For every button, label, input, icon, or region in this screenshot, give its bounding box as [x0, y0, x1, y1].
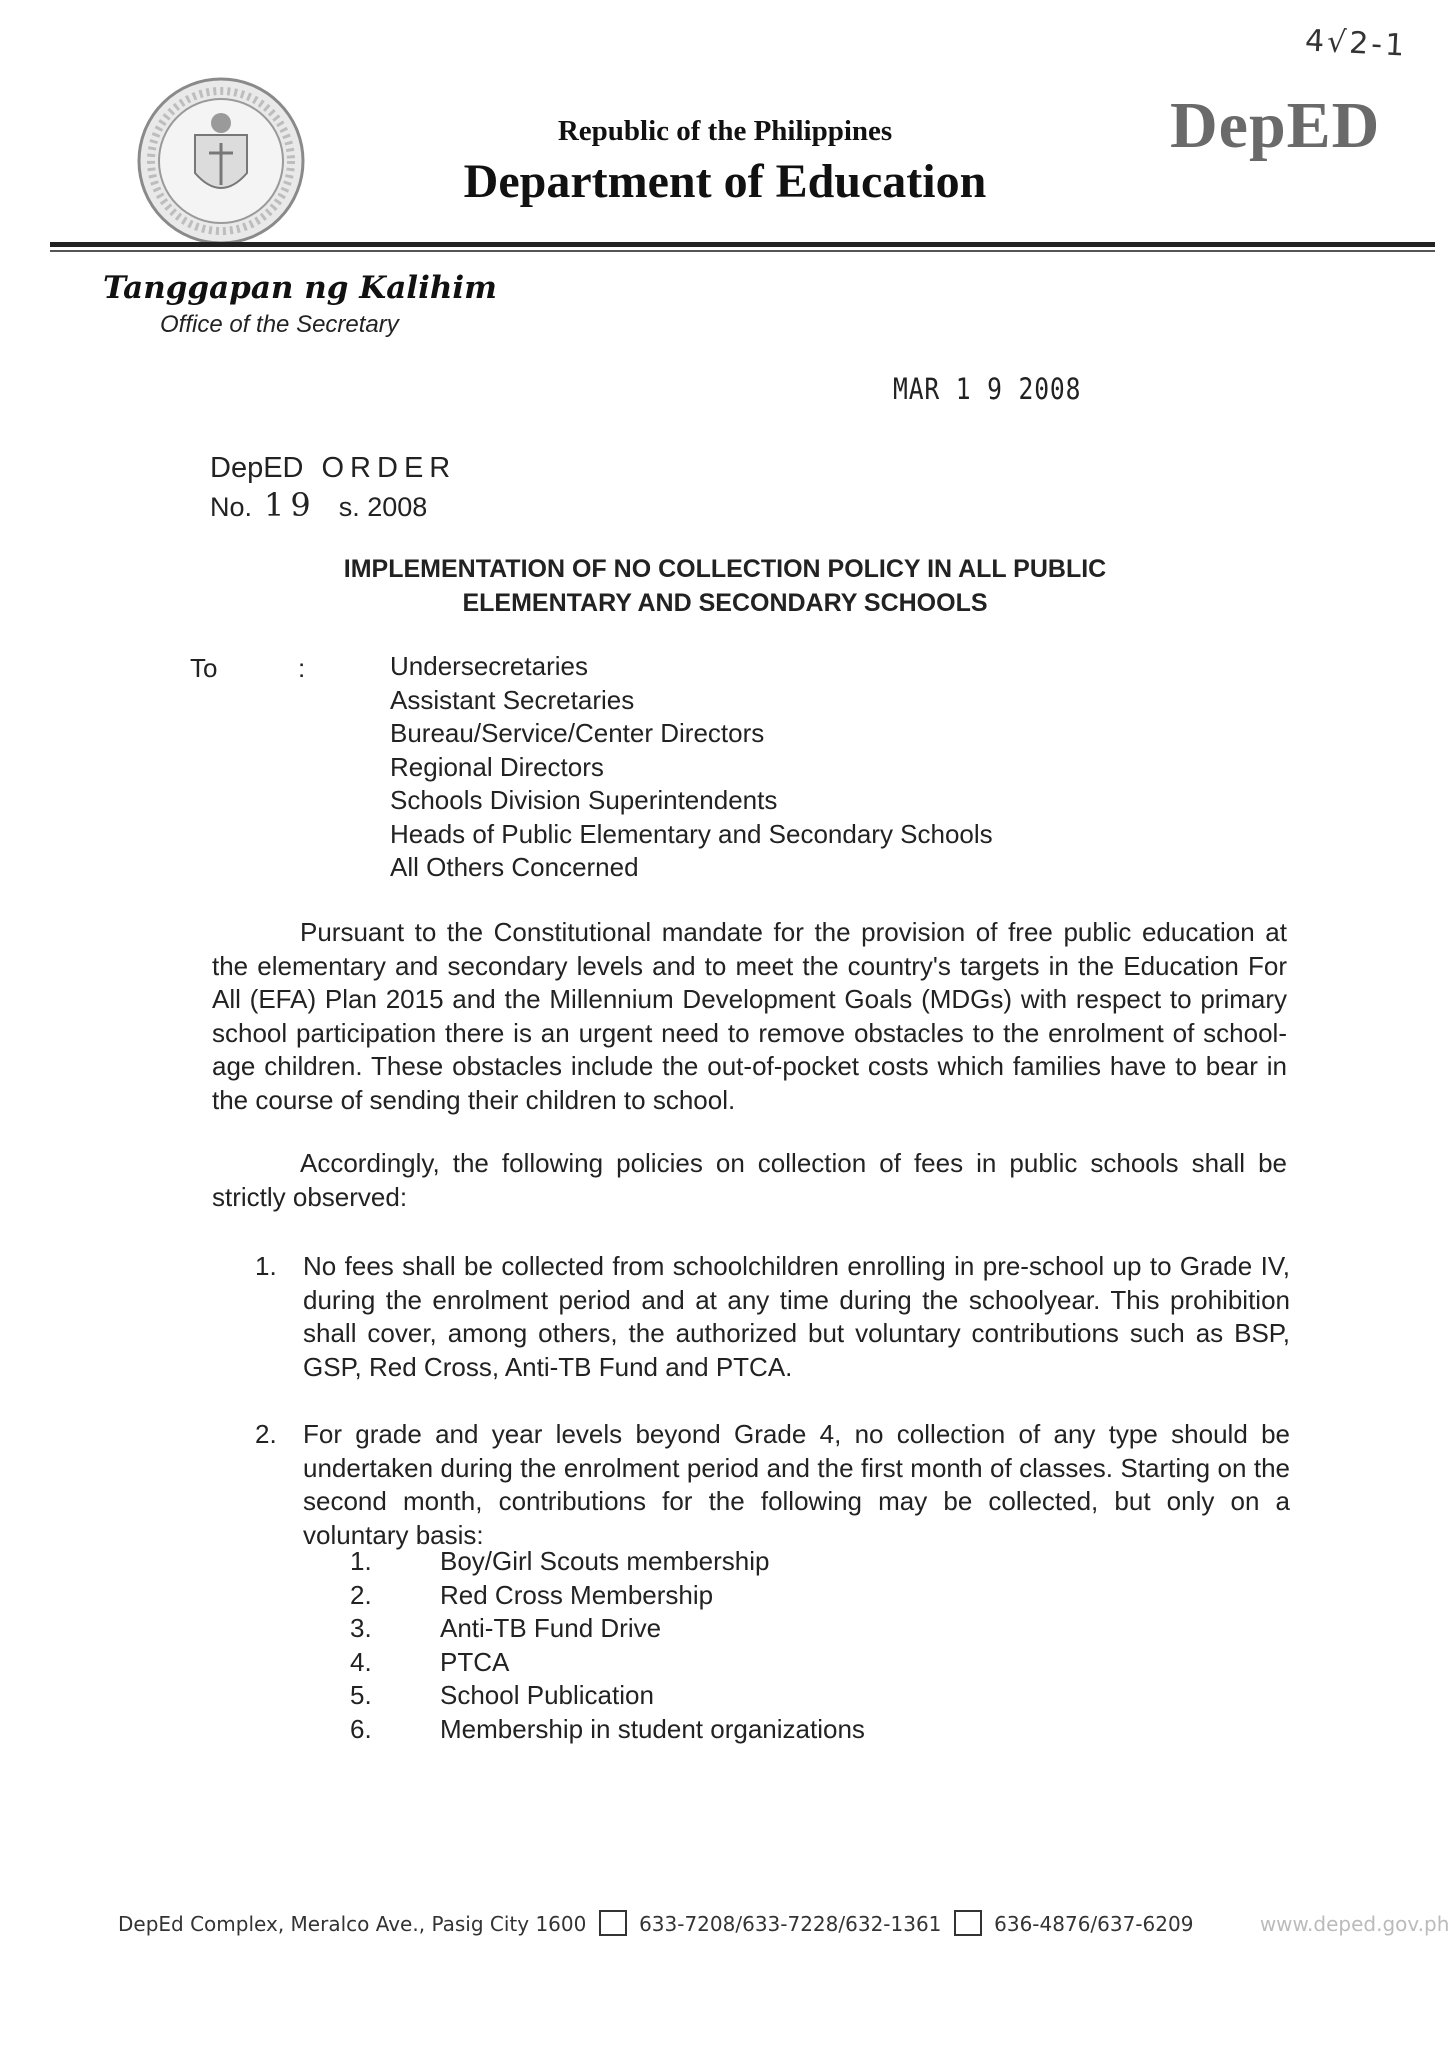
paragraph-policies [212, 1147, 1287, 1214]
office-english: Office of the Secretary [160, 311, 399, 338]
policy-item [255, 1250, 1290, 1384]
deped-logo: DepED [1170, 89, 1381, 162]
order-number-line [210, 486, 427, 524]
policy-item-number: 1. [255, 1251, 277, 1281]
list-item-text: Red Cross Membership [440, 1579, 714, 1610]
handwritten-note: 4√2-1 [1304, 23, 1409, 64]
list-item [350, 1612, 865, 1646]
order-number: 19 [264, 486, 317, 524]
paragraph-mandate-text: Pursuant to the Constitutional mandate for the provision of free public education at the elementary and secondary levels and to meet the country's targets in the Education For All (EFA) Plan 2015 and the Millennium Development Goals (MDGs) with respect to primary school participation there is an urgent need to remove obstacles to the enrolment of school-age children. These obstacles include the out-of-pocket costs which families have to bear in the course of sending their children to school. [212, 917, 1287, 1115]
list-item-number: 3. [350, 1613, 372, 1643]
footer-address: DepEd Complex, Meralco Ave., Pasig City 1600 [118, 1912, 587, 1936]
order-series: s. 2008 [338, 492, 428, 522]
department-header: Department of Education [463, 155, 987, 208]
list-item-text: Anti-TB Fund Drive [440, 1613, 662, 1643]
telephone-icon [599, 1910, 627, 1936]
list-item-number: 1. [350, 1546, 372, 1576]
list-item [350, 1679, 865, 1713]
header-rule-thin [50, 250, 1435, 252]
order-heading [210, 452, 456, 485]
footer-website: www.deped.gov.ph [1259, 1912, 1450, 1936]
paragraph-policies-text: Accordingly, the following policies on collection of fees in public schools shall be strictly observed: [212, 1148, 1287, 1212]
addressee: All Others Concerned [390, 852, 639, 882]
list-item-number: 6. [350, 1713, 372, 1744]
title-line-1: IMPLEMENTATION OF NO COLLECTION POLICY IN ALL PUBLIC [343, 555, 1107, 583]
list-item [350, 1646, 865, 1680]
order-word: ORDER [321, 452, 457, 484]
fax-icon [954, 1910, 982, 1936]
policy-item-text: For grade and year levels beyond Grade 4, no collection of any type should be undertaken during the enrolment period and the first month of classes. Starting on the second month, contributions for the following may be collected, but only on a voluntary basis: [303, 1419, 1290, 1550]
title-line-2: ELEMENTARY AND SECONDARY SCHOOLS [462, 589, 988, 617]
order-title [0, 552, 1450, 620]
footer-fax: 636-4876/637-6209 [994, 1912, 1194, 1936]
footer-phones: 633-7208/633-7228/632-1361 [639, 1912, 942, 1936]
to-colon: : [298, 653, 306, 683]
list-item [350, 1579, 865, 1613]
list-item [350, 1545, 865, 1579]
addressee: Schools Division Superintendents [390, 785, 778, 815]
policy-item-number: 2. [255, 1419, 277, 1449]
to-label: To [190, 653, 218, 683]
addressee: Assistant Secretaries [390, 684, 635, 715]
addressee-list [390, 650, 993, 885]
policy-item-text: No fees shall be collected from schoolchildren enrolling in pre-school up to Grade IV, during the enrolment period and at any time during the schoolyear. This prohibition shall cover, among others, the authorized but voluntary contributions such as BSP, GSP, Red Cross, Anti-TB Fund and PTCA. [303, 1251, 1290, 1382]
republic-header: Republic of the Philippines [557, 115, 893, 147]
list-item-number: 5. [350, 1680, 372, 1710]
paragraph-mandate [212, 916, 1287, 1117]
office-filipino: Tanggapan ng Kalihim [103, 270, 497, 306]
list-item [350, 1713, 865, 1747]
addressee: Regional Directors [390, 751, 604, 782]
list-item-text: Membership in student organizations [440, 1713, 865, 1744]
policy-item [255, 1418, 1290, 1552]
list-item-number: 2. [350, 1579, 372, 1610]
date-stamp: MAR 1 9 2008 [893, 372, 1082, 406]
list-item-text: PTCA [440, 1646, 510, 1677]
header-rule [50, 242, 1435, 247]
voluntary-contributions-list [350, 1545, 865, 1746]
order-no-label: No. [210, 492, 253, 522]
addressee: Heads of Public Elementary and Secondary Schools [390, 818, 993, 849]
addressee: Bureau/Service/Center Directors [390, 718, 765, 748]
order-label: DepED [210, 452, 304, 484]
addressee: Undersecretaries [390, 651, 588, 681]
list-item-text: School Publication [440, 1680, 654, 1710]
footer [118, 1912, 1449, 1939]
list-item-text: Boy/Girl Scouts membership [440, 1546, 770, 1576]
list-item-number: 4. [350, 1646, 372, 1677]
